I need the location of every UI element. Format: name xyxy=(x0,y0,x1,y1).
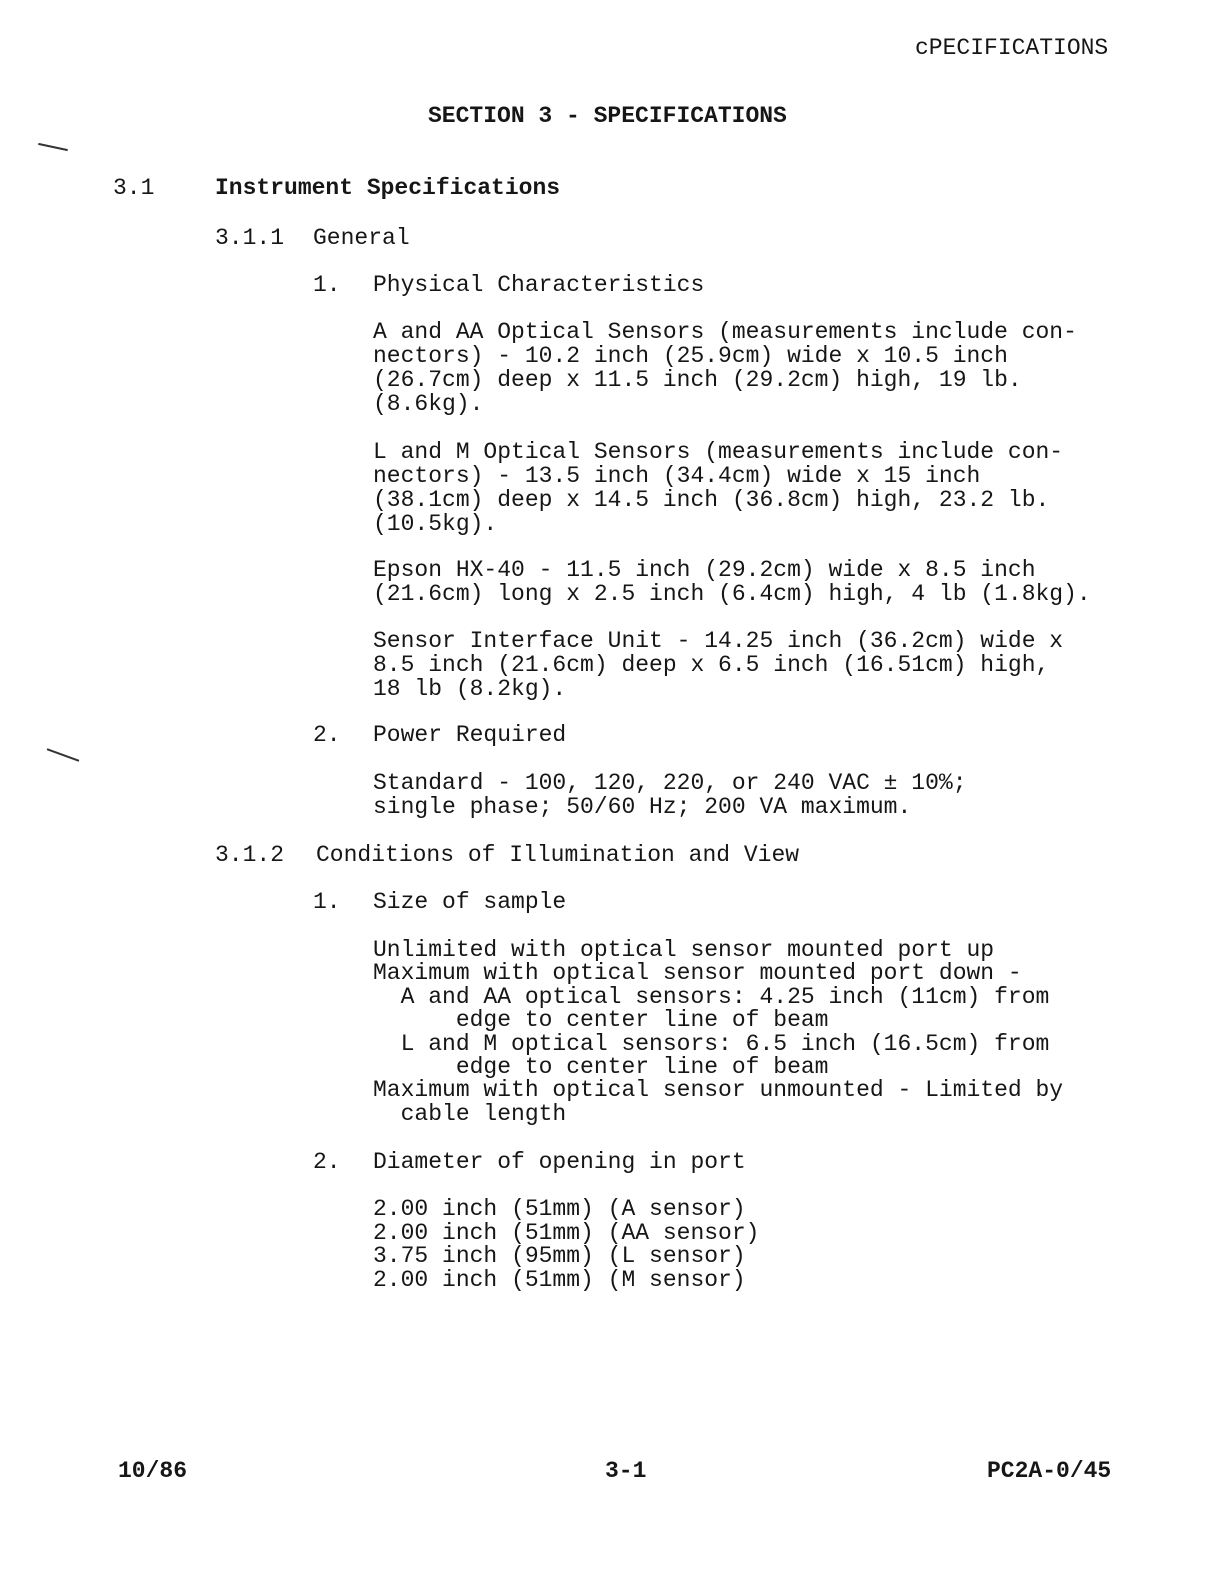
subheading-number: 3.1.1 xyxy=(215,225,285,251)
paragraph-epson: Epson HX-40 - 11.5 inch (29.2cm) wide x 8.5 inch (21.6cm) long x 2.5 inch (6.4cm) high, 4 lb (1.8kg). xyxy=(373,557,1091,607)
heading-number: 3.1 xyxy=(113,175,155,201)
subheading-title: Conditions of Illumination and View xyxy=(316,842,800,868)
item-number: 2. xyxy=(313,722,341,748)
item-number: 2. xyxy=(313,1149,341,1175)
heading-title: Instrument Specifications xyxy=(215,175,561,201)
paragraph-power: Standard - 100, 120, 220, or 240 VAC ± 10%; single phase; 50/60 Hz; 200 VA maximum. xyxy=(373,770,967,820)
footer-date: 10/86 xyxy=(118,1458,188,1484)
footer-doc-id: PC2A-0/45 xyxy=(987,1458,1112,1484)
footer-page-number: 3-1 xyxy=(605,1458,647,1484)
item-number: 1. xyxy=(313,272,341,298)
paragraph-sensor-interface: Sensor Interface Unit - 14.25 inch (36.2cm) wide x 8.5 inch (21.6cm) deep x 6.5 inch (16.51cm) high, 18 lb (8.2kg). xyxy=(373,628,1064,702)
item-title: Diameter of opening in port xyxy=(373,1149,746,1175)
paragraph-sample-size: Unlimited with optical sensor mounted port up Maximum with optical sensor mounted port down - A and AA optical sensors: 4.25 inch (11cm) from edge to center line of beam L and M optical sensors: 6.5 inch (16.5cm) from edge to center line of beam Maximum with optical sensor unmounted - Limited by cable length xyxy=(373,937,1064,1127)
item-number: 1. xyxy=(313,889,341,915)
subheading-number: 3.1.2 xyxy=(215,842,285,868)
subheading-title: General xyxy=(313,225,410,251)
margin-mark xyxy=(47,748,80,762)
item-title: Physical Characteristics xyxy=(373,272,705,298)
item-title: Power Required xyxy=(373,722,567,748)
section-title: SECTION 3 - SPECIFICATIONS xyxy=(428,103,787,129)
paragraph-a-aa-sensors: A and AA Optical Sensors (measurements include con- nectors) - 10.2 inch (25.9cm) wide x 10.5 inch (26.7cm) deep x 11.5 inch (29.2cm) high, 19 lb. (8.6kg). xyxy=(373,319,1077,417)
running-header: cPECIFICATIONS xyxy=(915,35,1109,61)
item-title: Size of sample xyxy=(373,889,567,915)
paragraph-l-m-sensors: L and M Optical Sensors (measurements include con- nectors) - 13.5 inch (34.4cm) wide x 15 inch (38.1cm) deep x 14.5 inch (36.8cm) high, 23.2 lb. (10.5kg). xyxy=(373,439,1064,537)
paragraph-port-diameter: 2.00 inch (51mm) (A sensor) 2.00 inch (51mm) (AA sensor) 3.75 inch (95mm) (L sensor) 2.00 inch (51mm) (M sensor) xyxy=(373,1196,760,1293)
margin-mark xyxy=(38,143,68,151)
